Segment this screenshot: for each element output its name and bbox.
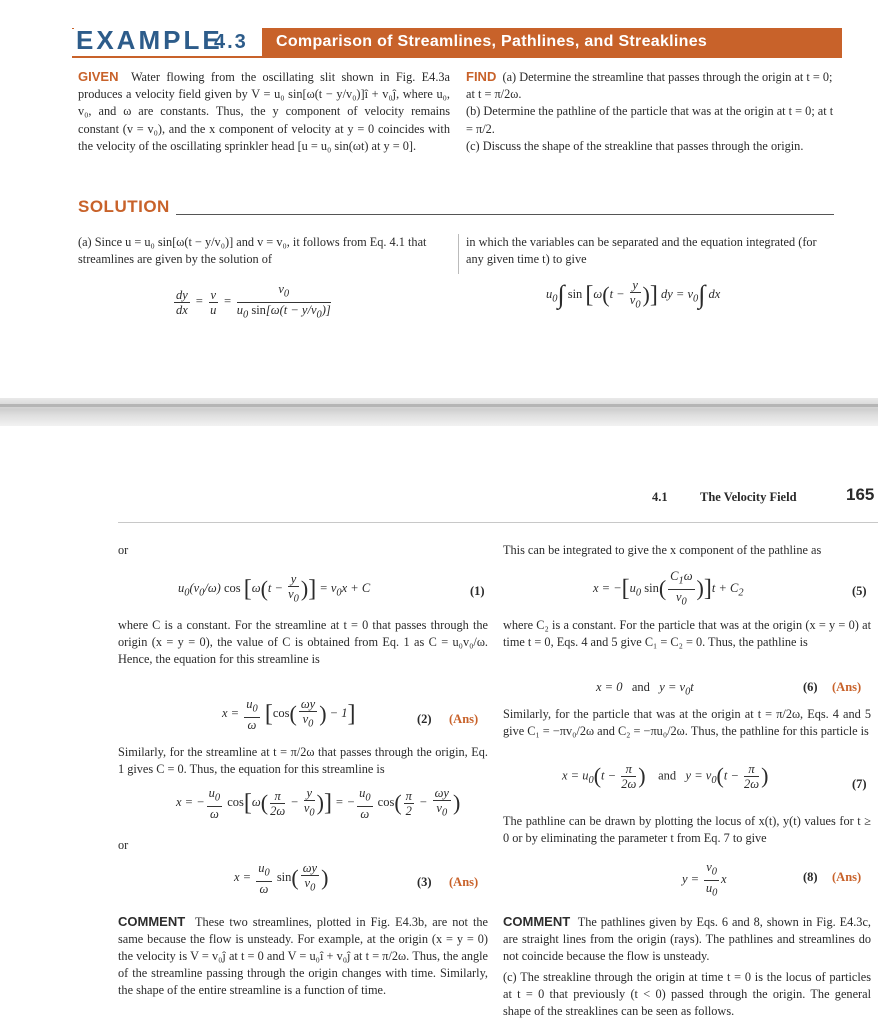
given-label: GIVEN: [78, 69, 119, 84]
find-label: FIND: [466, 69, 497, 84]
right-part-c: (c) The streakline through the origin at time t = 0 is the locus of particles at t = 0 that previously (t < 0) passed through the origin. The general shape of the streaklines can be seen as follows.: [503, 970, 871, 1018]
given-text: Water flowing from the oscillating slit shown in Fig. E4.3a produces a velocity field given by V = u₀ sin[ω(t − y/v₀)]î + v₀ĵ, where u₀, v₀, and ω are constants. Thus, the y component of velocity remains constant (v = v₀), and the x component of velocity at y = 0 coincides with the velocity of the oscillating sprinkler head [u = u₀ sin(ωt) at y = 0].: [78, 70, 450, 153]
equation-7-and: and: [658, 768, 677, 783]
left-comment-text: These two streamlines, plotted in Fig. E4.3b, are not the same because the flow is unsteady. For example, at the origin (x = y = 0) the velocity is V = v₀ĵ at t = 0 and V = u₀î + v₀ĵ at t = π/2ω. Thus, the angle of the streamline passing through the origin changes with time. Similarly, the shape of the entire streamline is a function of time.: [118, 915, 488, 997]
equation-7: $x = u_0(t$ − $\frac{\pi}{2\omega}$ ) and $y = v_0(t$ − $\frac{\pi}{2\omega}$ ): [562, 762, 769, 791]
example-header-rule-bottom: [72, 56, 842, 58]
equation-8: y = $\frac{v_0}{u_0}$ x: [682, 860, 727, 898]
right-comment-text: The pathlines given by Eqs. 6 and 8, shown in Fig. E4.3c, are straight lines from the origin (rays). The pathlines and streamlines do not coincide because the flow is unsteady.: [503, 915, 871, 963]
equation-7-number: (7): [852, 777, 867, 791]
equation-dydx: $\frac{dy}{dx}$ = $\frac{v}{u}$ = $\frac{v_0}{u_0 \sin[\omega(t - y/v_0)]}$: [176, 282, 331, 320]
solution-label: SOLUTION: [78, 197, 170, 216]
right-comment-label: COMMENT: [503, 914, 571, 929]
equation-3-ans: (Ans): [449, 875, 479, 889]
running-head-rule: [118, 522, 878, 523]
equation-3-number: (3): [417, 875, 432, 889]
left-or-2: or: [118, 838, 129, 852]
equation-2: x = $\frac{u_0}{\omega}$ [cos( $\frac{\omega y}{v_0}$ ) − 1]: [222, 697, 356, 732]
right-para-3: Similarly, for the particle that was at the origin at t = π/2ω, Eqs. 4 and 5 give C₁ = −πv₀/2ω and C₂ = −πu₀/2ω. Thus, the pathline for this particle is: [503, 707, 871, 738]
example-number: 4.3: [214, 31, 248, 53]
equation-streamline-pi: x = − $\frac{u_0}{\omega}$ cos[ω( $\frac{\pi}{2\omega}$ − $\frac{y}{v_0}$ )] = − $\frac{u_0}{\omega}$ cos( $\frac{\pi}{2}$ − $\frac{\omega y}{v_0}$ ): [176, 786, 461, 821]
equation-3: x = $\frac{u_0}{\omega}$ sin( $\frac{\omega y}{v_0}$ ): [234, 861, 329, 896]
equation-8-ans: (Ans): [832, 870, 862, 884]
find-b: (b) Determine the pathline of the particle that was at the origin at t = 0; at t = π/2.: [466, 104, 834, 136]
left-comment: [118, 913, 488, 999]
equation-6-ans: (Ans): [832, 680, 862, 694]
column-divider: [458, 234, 459, 274]
right-para-1: This can be integrated to give the x component of the pathline as: [503, 543, 822, 557]
find-c: (c) Discuss the shape of the streakline that passes through the origin.: [466, 138, 804, 153]
find-a: (a) Determine the streamline that passes through the origin at t = 0; at t = π/2ω.: [466, 70, 833, 102]
page-separator: [0, 398, 878, 426]
left-para-1: where C is a constant. For the streamline at t = 0 that passes through the origin (x = y = 0), the value of C is obtained from Eq. 1 as C = u₀v₀/ω. Hence, the equation for this streamline is: [118, 618, 488, 666]
running-section: 4.1: [652, 490, 668, 504]
equation-2-number: (2): [417, 712, 432, 726]
equation-6: x = 0 and $y = v_0t$: [596, 680, 694, 698]
given-block: [78, 68, 450, 155]
equation-6-and: and: [631, 680, 650, 694]
left-para-2: Similarly, for the streamline at t = π/2ω that passes through the origin, Eq. 1 gives C = 0. Thus, the equation for this streamline is: [118, 745, 488, 776]
solution-rule: [176, 214, 834, 215]
equation-2-ans: (Ans): [449, 712, 479, 726]
equation-6-number: (6): [803, 680, 818, 694]
solution-right-text: in which the variables can be separated and the equation integrated (for any given time t) to give: [466, 235, 817, 266]
right-para-2: where C₂ is a constant. For the particle that was at the origin (x = y = 0) at time t = 0, Eqs. 4 and 5 give C₁ = C₂ = 0. Thus, the pathline is: [503, 618, 871, 649]
equation-1: $u_0(v_0/\omega)$ cos [ω(t − $\frac{y}{v_0}$ )] = $v_0x + C$: [178, 572, 371, 605]
page-separator-line: [0, 404, 878, 407]
solution-a-text: (a) Since u = u₀ sin[ω(t − y/v₀)] and v = v₀, it follows from Eq. 4.1 that streamlines are given by the solution of: [78, 235, 427, 266]
equation-5: $x = -[u_0$ sin( $\frac{C_1\omega}{v_0}$ )]$t + C_2$: [593, 569, 744, 607]
right-comment: [503, 913, 871, 965]
equation-integral: $u_0\int$ sin [ω(t − $\frac{y}{v_0}$ )] dy = $v_0\int$ dx: [546, 278, 721, 311]
example-word: EXAMPLE: [76, 25, 223, 55]
left-or-1: or: [118, 543, 129, 557]
find-block: [466, 68, 836, 155]
example-label: [74, 18, 262, 56]
equation-5-number: (5): [852, 584, 867, 598]
left-comment-label: COMMENT: [118, 914, 186, 929]
equation-8-number: (8): [803, 870, 818, 884]
example-title: Comparison of Streamlines, Pathlines, and Streaklines: [262, 28, 842, 56]
equation-1-number: (1): [470, 584, 485, 598]
running-title: The Velocity Field: [700, 490, 797, 504]
page-number: 165: [846, 485, 875, 504]
right-para-4: The pathline can be drawn by plotting the locus of x(t), y(t) values for t ≥ 0 or by eliminating the parameter t from Eq. 7 to give: [503, 814, 871, 845]
